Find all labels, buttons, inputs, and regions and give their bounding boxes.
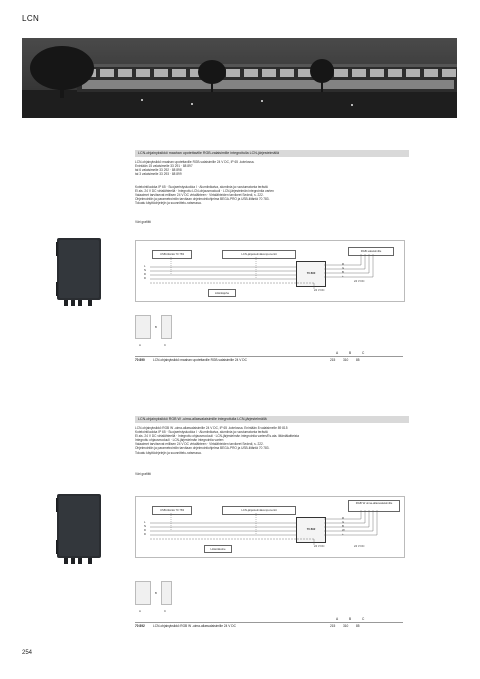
line-labels-left (144, 520, 146, 536)
line-label: N (144, 524, 147, 528)
text-line: Kotelointiluokka IP 65 · Suojaeristysluokka I · Alumiinikaiva, alumiinia ja ruostumatonta terästä (135, 430, 268, 435)
dim-c: C (164, 609, 167, 613)
table2-rule (135, 622, 403, 623)
col-b: B (349, 617, 352, 621)
line-label: D (144, 272, 147, 276)
dim-a: A (139, 343, 141, 347)
luminaire-box: RGB-valaisimille (348, 247, 394, 256)
line-label: N (144, 268, 147, 272)
col-c: C (362, 617, 365, 621)
lcn-components-box: LCN-järjestelmäkomponentit (222, 250, 296, 259)
text-line: Ohjelmointiin ja parametrointiin tarvitaan ohjelmointiohjelma BEGA-PRO ja USB-liitäntä 70 783. (135, 446, 270, 451)
value-a: 215 (330, 358, 336, 362)
dim-a: A (139, 609, 141, 613)
col-a: A (336, 617, 339, 621)
table-row (135, 624, 403, 629)
line-label: R (342, 516, 345, 520)
section1-paragraph1 (135, 160, 254, 176)
text-line: Ohjelmointiin ja parametrointiin tarvitaan ohjelmointiohjelma BEGA-PRO ja USB-liitäntä 70 783. (135, 197, 270, 202)
input-cable-label: Liitäntäjohe (208, 289, 236, 297)
front-view (135, 581, 151, 605)
side-view (161, 581, 172, 605)
product-description: LCN-ohjainyksikkö RGB W -uima-allasvalaisimille 24 V DC (153, 624, 236, 628)
product-code: 70 890 (135, 358, 145, 362)
text-line: tai 3 valaisimelle 33 293 · 88 899 (135, 172, 182, 177)
dim-b: B (155, 591, 157, 595)
module-label: 70 890 (306, 271, 316, 275)
text-line: Enintään 15 valaisimelle 33 291 · 88 897 (135, 164, 193, 169)
power-label-2: 24 V DC (354, 279, 365, 283)
line-labels-right (342, 516, 345, 536)
text-line: LCN-ohjainyksikkö RGB W -uima-allasvalaisimille 24 V DC, IP 65 -kotelossa. Enintään 8 valaisimelle 89 815 (135, 426, 288, 430)
col-c: C (362, 351, 365, 355)
device-photo-2 (56, 494, 102, 570)
text-line: Toluatu käyttöohjelejin ja suunnittelu-ratsesssa. (135, 450, 202, 455)
side-view (161, 315, 172, 339)
section1-paragraph2 (135, 185, 274, 205)
product-description: LCN-ohjainyksikkö maahan upotettaville RGB-valaisimille 24 V DC (153, 358, 247, 362)
table1-rule (135, 356, 403, 357)
input-cable-label: Liitäntäkohe (204, 545, 232, 553)
line-label: G (342, 266, 345, 270)
power-label: 24 V DC (314, 288, 325, 292)
line-label: + (342, 532, 344, 536)
table-row (135, 358, 403, 363)
text-line: El.sis. 24 V DC virtalähteellä · Integroitu LCN-ohjausmoduuli · LCN-järjestelmän integrointia varten (135, 189, 274, 194)
power-label-2: 24 V DC (354, 544, 365, 548)
line-label: G (342, 520, 345, 524)
lcn-components-box: LCN-järjestelmäkomponentit (222, 506, 296, 515)
text-line: Vaiaaimet tarvitsevat erillisen 24 V DC virtalähteen · Virtalähteiden tarvikeet Sededi, s. 222. (135, 442, 264, 447)
line-label: L (144, 520, 146, 524)
line-label: B (342, 524, 344, 528)
value-b: 310 (343, 624, 349, 628)
line-label: D (144, 532, 147, 536)
usb-interface-box: USB-liitäntä 70 783 (152, 250, 192, 259)
col-a: A (336, 351, 339, 355)
line-label: L (144, 264, 146, 268)
text-line: Vaiaaimet tarvitsevat erillisen 24 V DC virtalähteen · Virtalähteiden tarvikeet Sededi, s. 222. (135, 193, 264, 198)
luminaire-box: RGB W uima-allasvalaisimille (348, 500, 400, 512)
text-line: Toluatu käyttöohjelejin ja suunnittelu-ratsesssa. (135, 201, 202, 206)
line-labels-left (144, 264, 146, 280)
line-label: D (144, 528, 147, 532)
wiring-diagram-2 (135, 496, 405, 558)
dim-c: C (164, 343, 167, 347)
wiring-diagram-1 (135, 240, 405, 302)
section2-paragraph1 (135, 426, 299, 455)
wiring-lines (136, 241, 404, 301)
value-c: 85 (356, 624, 360, 628)
text-line: Kotelointiluokka IP 65 · Suojaeristysluokka I · Alumiinikaiva, alumiinia ja ruostumatonta terästä (135, 185, 268, 189)
text-line: LCN-ohjainyksikkö maahan upotettaville RGB-valaisimille 24 V DC, IP 65 -kotelossa. (135, 160, 255, 164)
dimension-drawing-2 (135, 579, 175, 615)
section2-variant: Väri grafiitti (135, 472, 151, 476)
building-night-image (22, 38, 457, 118)
section1-variant: Väri grafiitti (135, 220, 151, 224)
line-label: R (342, 262, 345, 266)
value-a: 215 (330, 624, 336, 628)
module-label: 70 892 (306, 527, 316, 531)
product-code: 70 892 (135, 624, 145, 628)
value-b: 310 (343, 358, 349, 362)
text-line: Integroitu ohjausmoduuli · LCN-järjestelmän integrointia varten (135, 438, 224, 443)
line-labels-right (342, 262, 344, 278)
value-c: 85 (356, 358, 360, 362)
power-label: 24 V DC (314, 544, 325, 548)
col-b: B (349, 351, 352, 355)
line-label: D (144, 276, 147, 280)
header-photo (22, 38, 457, 118)
dimension-drawing-1 (135, 313, 175, 349)
dim-b: B (155, 325, 157, 329)
text-line: El.sis. 24 V DC virtalähteellä · Integroitu ohjausmoduuli · LCN-järjestelmän integrointia varten/Es.ata. liitäntälaitteista (135, 434, 300, 439)
text-line: tai 6 valaisimelle 33 292 · 88 898 (135, 168, 182, 173)
section1-heading: LCN-ohjainyksikkö maahan upotettaville RGB-valaisimille integroitulla LCN-järjestelmällä (135, 150, 409, 157)
device-photo-1 (56, 238, 102, 310)
usb-interface-box: USB-liitäntä 70 783 (152, 506, 192, 515)
line-label: + (342, 274, 344, 278)
front-view (135, 315, 151, 339)
line-label: B (342, 270, 344, 274)
line-label: W (342, 528, 345, 532)
section2-heading: LCN-ohjainyksikkö RGB W -uima-allasvalaisimille integroitulla LCN-järjestelmällä (135, 416, 409, 423)
page-number: 254 (22, 650, 33, 656)
page-title: LCN (22, 14, 40, 23)
wiring-lines (136, 497, 404, 557)
